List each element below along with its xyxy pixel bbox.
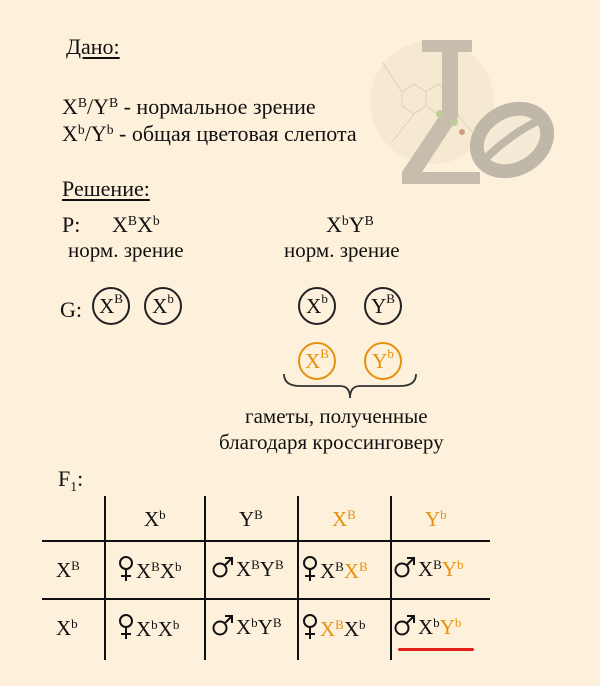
column-header: $Y^B$ bbox=[239, 506, 263, 531]
male-symbol-icon bbox=[212, 556, 234, 578]
row-header: $X^b$ bbox=[56, 615, 78, 640]
crossover-note-line2: благодаря кроссинговеру bbox=[219, 430, 444, 454]
gamete-father-1: X $^b$ bbox=[298, 287, 336, 325]
gamete-crossover-2: Y $^b$ bbox=[364, 342, 402, 380]
offspring-cell: $X^BY^B$ bbox=[212, 556, 284, 582]
male-symbol-icon bbox=[212, 614, 234, 636]
solution-heading: Решение: bbox=[62, 176, 150, 201]
parents-label: P: bbox=[62, 212, 81, 237]
offspring-cell: $X^bX^b$ bbox=[118, 614, 179, 642]
female-symbol-icon bbox=[302, 556, 318, 582]
female-symbol-icon bbox=[302, 614, 318, 640]
gamete-father-2: Y $^B$ bbox=[364, 287, 402, 325]
female-symbol-icon bbox=[118, 614, 134, 640]
f1-label: $F_1$: bbox=[58, 466, 84, 494]
given-line-colorblind: $X^b/Y^b$ - общая цветовая слепота bbox=[62, 121, 357, 146]
offspring-cell: $X^BX^b$ bbox=[118, 556, 182, 584]
column-header: $X^B$ bbox=[332, 506, 356, 531]
father-phenotype: норм. зрение bbox=[284, 238, 400, 262]
father-genotype: $X^bY^B$ bbox=[326, 212, 374, 237]
female-symbol-icon bbox=[118, 556, 134, 582]
gametes-label: G: bbox=[60, 297, 82, 322]
highlight-underline bbox=[398, 648, 474, 651]
crossover-note-line1: гаметы, полученные bbox=[245, 404, 428, 428]
male-symbol-icon bbox=[394, 614, 416, 636]
curly-brace-icon bbox=[280, 372, 420, 402]
column-header: $Y^b$ bbox=[425, 506, 447, 531]
male-symbol-icon bbox=[394, 556, 416, 578]
given-heading: Дано: bbox=[66, 34, 120, 59]
mother-genotype: $X^BX^b$ bbox=[112, 212, 160, 237]
given-line-normal: $X^B/Y^B$ - нормальное зрение bbox=[62, 94, 316, 119]
gamete-mother-2: X $^b$ bbox=[144, 287, 182, 325]
gamete-crossover-1: X $^B$ bbox=[298, 342, 336, 380]
row-header: $X^B$ bbox=[56, 557, 80, 582]
column-header: $X^b$ bbox=[144, 506, 166, 531]
gamete-mother-1: X $^B$ bbox=[92, 287, 130, 325]
offspring-cell: $X^bY^b$ bbox=[394, 614, 461, 640]
offspring-cell: $X^BX^B$ bbox=[302, 556, 368, 584]
offspring-cell: $X^BX^b$ bbox=[302, 614, 366, 642]
offspring-cell: $X^bY^B$ bbox=[212, 614, 282, 640]
biology-logo-watermark bbox=[362, 22, 562, 192]
mother-phenotype: норм. зрение bbox=[68, 238, 184, 262]
offspring-cell: $X^BY^b$ bbox=[394, 556, 464, 582]
